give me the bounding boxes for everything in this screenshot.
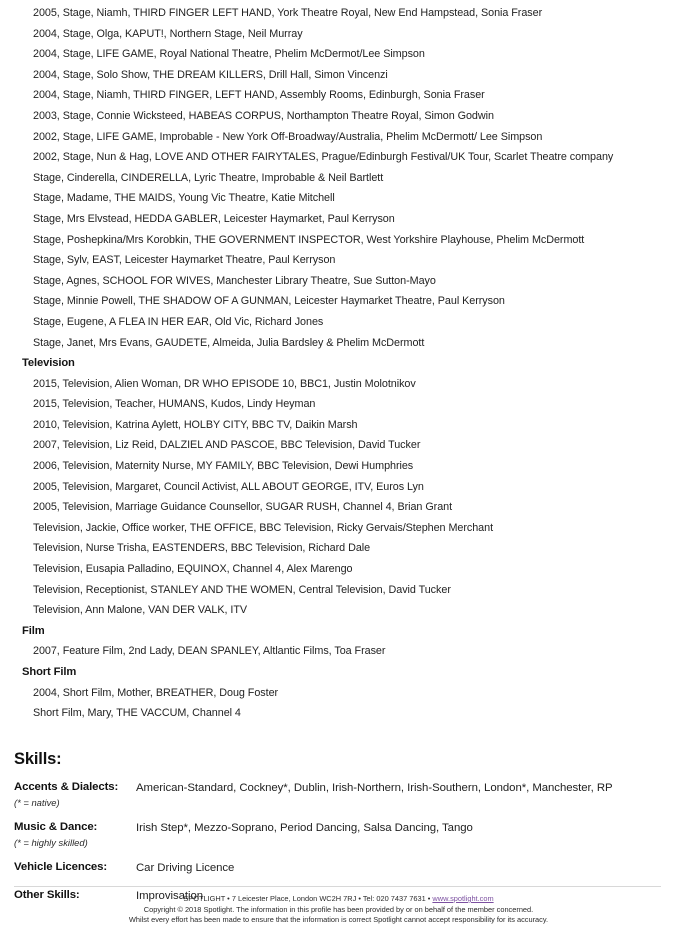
skills-value-cell xyxy=(126,779,613,819)
skills-label: Other Skills: xyxy=(14,888,80,901)
footer-copyright-line: Copyright © 2018 Spotlight. The information in this profile has been provided by or on behalf of the member concerned. xyxy=(143,904,534,914)
credit-line: Television, Ann Malone, VAN DER VALK, ITV xyxy=(33,604,248,617)
credit-line: Stage, Mrs Elvstead, HEDDA GABLER, Leicester Haymarket, Paul Kerryson xyxy=(33,212,395,225)
footer-disclaimer-line: Whilst every effort has been made to ensure that the information is correct Spotlight cannot accept responsibility for its accuracy. xyxy=(128,915,549,925)
credit-line: 2004, Stage, LIFE GAME, Royal National Theatre, Phelim McDermot/Lee Simpson xyxy=(33,48,425,61)
skills-label-cell xyxy=(14,779,126,819)
credit-line: Stage, Agnes, SCHOOL FOR WIVES, Manchester Library Theatre, Sue Sutton-Mayo xyxy=(33,274,436,287)
credit-line: 2004, Short Film, Mother, BREATHER, Doug Foster xyxy=(33,686,279,699)
skills-label-cell xyxy=(14,819,126,859)
skills-heading: Skills: xyxy=(14,749,62,768)
skills-row xyxy=(14,859,613,887)
skills-label: Accents & Dialects: xyxy=(14,780,119,793)
skills-value-cell xyxy=(126,819,613,859)
skills-label: Music & Dance: xyxy=(14,820,98,833)
credit-line: 2007, Television, Liz Reid, DALZIEL AND PASCOE, BBC Television, David Tucker xyxy=(33,439,421,452)
skills-section xyxy=(0,748,675,915)
credit-line: 2002, Stage, LIFE GAME, Improbable - New York Off-Broadway/Australia, Phelim McDermott/ Lee Simpson xyxy=(33,130,543,143)
credit-section-heading: Short Film xyxy=(22,666,77,678)
stage-credit-lines xyxy=(0,3,675,353)
credit-line: Short Film, Mary, THE VACCUM, Channel 4 xyxy=(33,707,241,720)
credit-line: 2015, Television, Alien Woman, DR WHO EPISODE 10, BBC1, Justin Molotnikov xyxy=(33,377,416,390)
skills-value: Car Driving Licence xyxy=(136,861,235,874)
credit-line: Stage, Janet, Mrs Evans, GAUDETE, Almeida, Julia Bardsley & Phelim McDermott xyxy=(33,336,425,349)
credit-line: 2002, Stage, Nun & Hag, LOVE AND OTHER FAIRYTALES, Prague/Edinburgh Festival/UK Tour, Scarlet Theatre company xyxy=(33,151,614,164)
credit-line: Stage, Minnie Powell, THE SHADOW OF A GUNMAN, Leicester Haymarket Theatre, Paul Kerryson xyxy=(33,295,505,308)
skills-label-note: (* = highly skilled) xyxy=(14,836,88,848)
credit-line: Stage, Madame, THE MAIDS, Young Vic Theatre, Katie Mitchell xyxy=(33,192,335,205)
credit-line: Television, Eusapia Palladino, EQUINOX, Channel 4, Alex Marengo xyxy=(33,563,353,576)
stage-credits-continued xyxy=(0,3,675,353)
credit-line: Television, Jackie, Office worker, THE OFFICE, BBC Television, Ricky Gervais/Stephen Merchant xyxy=(33,521,494,534)
skills-row xyxy=(14,779,613,819)
skills-row xyxy=(14,819,613,859)
credit-line: 2005, Television, Margaret, Council Activist, ALL ABOUT GEORGE, ITV, Euros Lyn xyxy=(33,480,424,493)
skills-label-cell xyxy=(14,859,126,887)
credit-line: 2015, Television, Teacher, HUMANS, Kudos, Lindy Heyman xyxy=(33,398,316,411)
page-footer xyxy=(14,894,663,926)
skills-label-note: (* = native) xyxy=(14,796,60,808)
credit-line: Stage, Eugene, A FLEA IN HER EAR, Old Vic, Richard Jones xyxy=(33,315,324,328)
credit-sections xyxy=(0,353,675,724)
credit-line: 2003, Stage, Connie Wicksteed, HABEAS CORPUS, Northampton Theatre Royal, Simon Godwin xyxy=(33,109,494,122)
skills-value-cell xyxy=(126,859,613,887)
skills-value: Irish Step*, Mezzo-Soprano, Period Dancing, Salsa Dancing, Tango xyxy=(136,821,473,834)
credit-line: 2004, Stage, Solo Show, THE DREAM KILLERS, Drill Hall, Simon Vincenzi xyxy=(33,68,388,81)
skills-value: Improvisation xyxy=(136,889,203,902)
footer-divider xyxy=(14,886,661,887)
credit-line: 2005, Television, Marriage Guidance Counsellor, SUGAR RUSH, Channel 4, Brian Grant xyxy=(33,501,453,514)
credit-line: 2004, Stage, Niamh, THIRD FINGER, LEFT HAND, Assembly Rooms, Edinburgh, Sonia Fraser xyxy=(33,89,485,102)
credit-line: 2004, Stage, Olga, KAPUT!, Northern Stage, Neil Murray xyxy=(33,27,303,40)
credit-line: Television, Nurse Trisha, EASTENDERS, BBC Television, Richard Dale xyxy=(33,542,371,555)
credit-line: Stage, Sylv, EAST, Leicester Haymarket Theatre, Paul Kerryson xyxy=(33,254,336,267)
credit-section xyxy=(0,353,675,621)
credit-line: 2005, Stage, Niamh, THIRD FINGER LEFT HAND, York Theatre Royal, New End Hampstead, Sonia Fraser xyxy=(33,7,543,19)
spotlight-website-link[interactable]: www.spotlight.com xyxy=(432,894,494,903)
footer-address-text: SPOTLIGHT • 7 Leicester Place, London WC2H 7RJ • Tel: 020 7437 7631 • xyxy=(183,894,433,903)
credit-line: 2006, Television, Maternity Nurse, MY FAMILY, BBC Television, Dewi Humphries xyxy=(33,460,414,473)
credit-section xyxy=(0,621,675,662)
skills-label: Vehicle Licences: xyxy=(14,860,108,873)
credit-line: 2010, Television, Katrina Aylett, HOLBY CITY, BBC TV, Daikin Marsh xyxy=(33,418,358,431)
credit-section-heading: Film xyxy=(22,624,45,637)
skills-value: American-Standard, Cockney*, Dublin, Irish-Northern, Irish-Southern, London*, Manchester, RP xyxy=(136,781,613,794)
credit-line: Stage, Cinderella, CINDERELLA, Lyric Theatre, Improbable & Neil Bartlett xyxy=(33,171,384,184)
credit-section-heading: Television xyxy=(22,357,75,370)
credit-line: 2007, Feature Film, 2nd Lady, DEAN SPANLEY, Altlantic Films, Toa Fraser xyxy=(33,645,386,658)
credit-section xyxy=(0,662,675,724)
footer-address-line xyxy=(14,894,663,905)
credit-line: Television, Receptionist, STANLEY AND THE WOMEN, Central Television, David Tucker xyxy=(33,583,451,596)
credit-line: Stage, Poshepkina/Mrs Korobkin, THE GOVERNMENT INSPECTOR, West Yorkshire Playhouse, Phelim McDermott xyxy=(33,233,585,246)
